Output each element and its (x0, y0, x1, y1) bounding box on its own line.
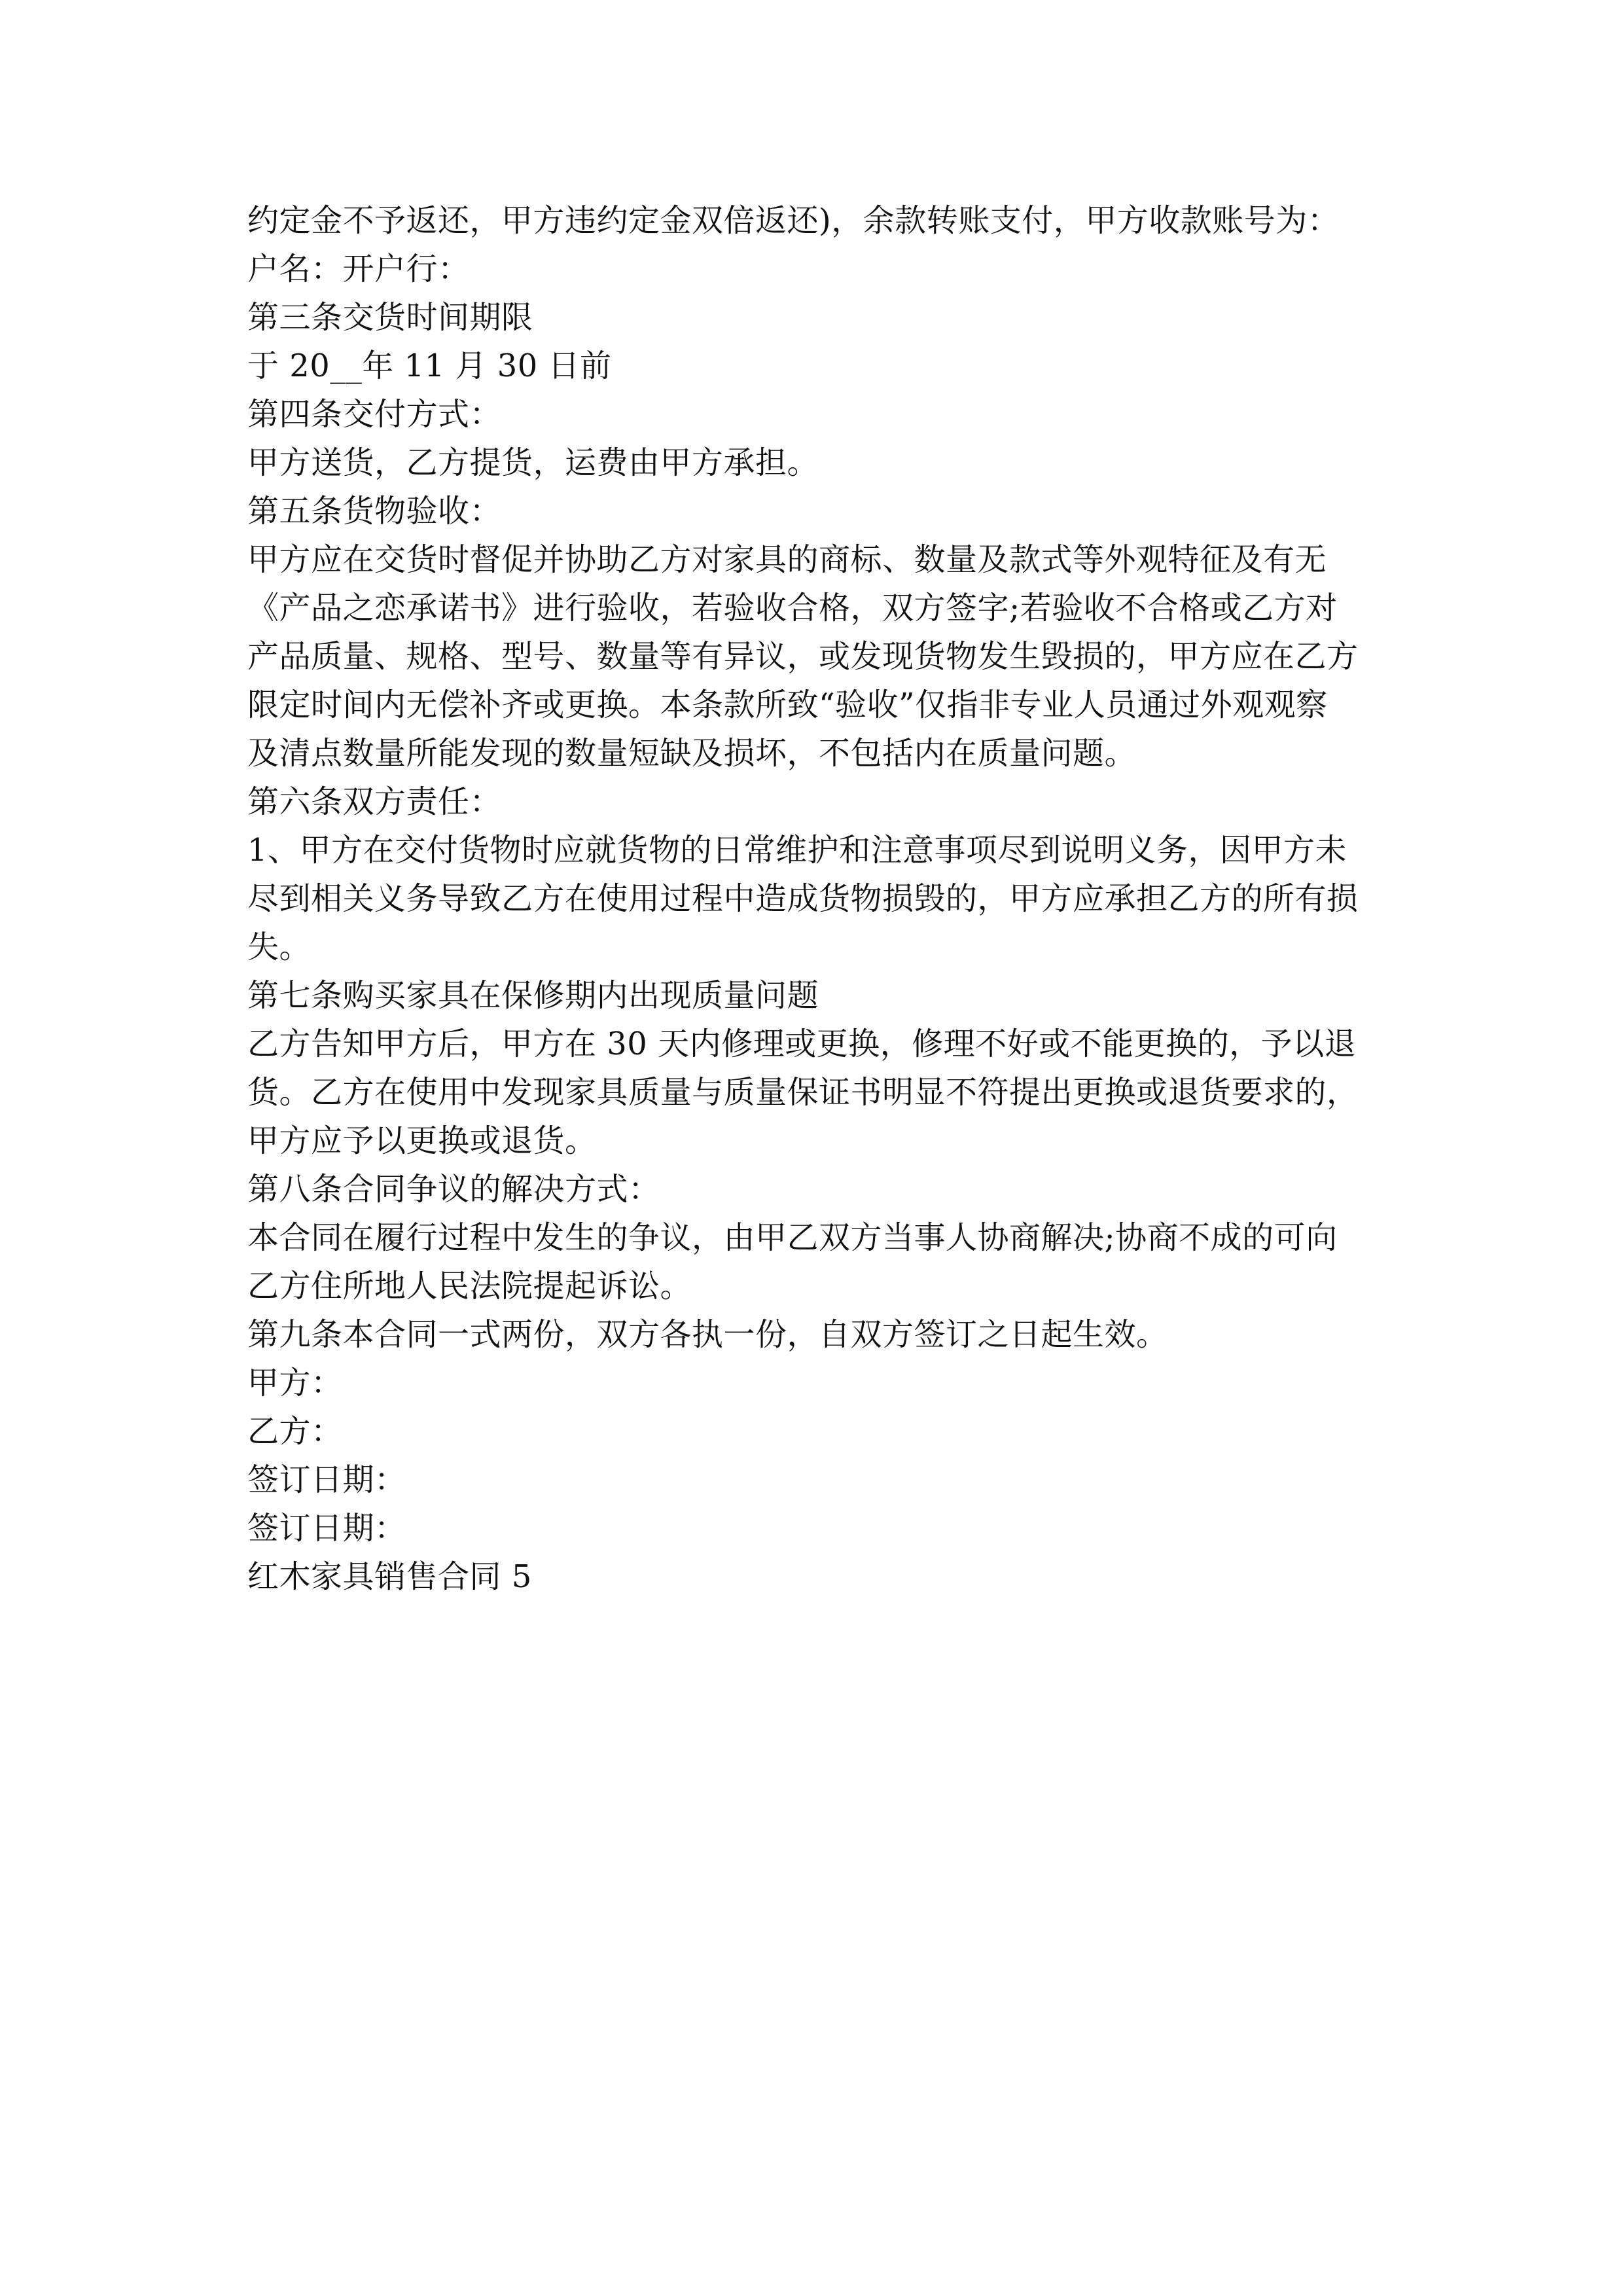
section-heading: 第四条交付方式： (247, 396, 502, 433)
section-heading: 第三条交货时间期限 (247, 299, 533, 336)
contract-body (247, 196, 1399, 1601)
text-line: 《产品之恋承诺书》进行验收，若验收合格，双方签字;若验收不合格或乙方对 (247, 590, 1338, 626)
signing-date-line: 签订日期： (247, 1510, 406, 1547)
text-line: 约定金不予返还，甲方违约定金双倍返还)，余款转账支付，甲方收款账号为： (247, 202, 1340, 239)
text-line: 户名：开户行： (247, 251, 470, 287)
text-line: 于 20__年 11 月 30 日前 (247, 348, 612, 384)
signing-date-line: 签订日期： (247, 1462, 406, 1498)
party-a-signature-line: 甲方： (247, 1365, 343, 1401)
section-heading: 第五条货物验收： (247, 493, 502, 529)
text-line: 本合同在履行过程中发生的争议，由甲乙双方当事人协商解决;协商不成的可向 (247, 1219, 1338, 1256)
text-line: 甲方应予以更换或退货。 (247, 1122, 597, 1159)
section-heading: 第八条合同争议的解决方式： (247, 1171, 660, 1208)
text-line: 失。 (247, 929, 312, 965)
section-heading: 第六条双方责任： (247, 783, 502, 820)
text-line: 乙方住所地人民法院提起诉讼。 (247, 1268, 692, 1304)
text-line: 产品质量、规格、型号、数量等有异议，或发现货物发生毁损的，甲方应在乙方 (247, 638, 1359, 675)
party-b-signature-line: 乙方： (247, 1413, 343, 1450)
text-line: 尽到相关义务导致乙方在使用过程中造成货物损毁的，甲方应承担乙方的所有损 (247, 880, 1359, 917)
text-line: 及清点数量所能发现的数量短缺及损坏，不包括内在质量问题。 (247, 735, 1137, 772)
text-line: 乙方告知甲方后，甲方在 30 天内修理或更换，修理不好或不能更换的，予以退 (247, 1026, 1357, 1062)
text-line: 甲方应在交货时督促并协助乙方对家具的商标、数量及款式等外观特征及有无 (247, 541, 1327, 578)
contract-title: 红木家具销售合同 5 (247, 1558, 532, 1595)
section-heading: 第七条购买家具在保修期内出现质量问题 (247, 977, 819, 1014)
text-line: 限定时间内无偿补齐或更换。本条款所致“验收”仅指非专业人员通过外观观察 (247, 687, 1328, 723)
text-line: 甲方送货，乙方提货，运费由甲方承担。 (247, 444, 819, 481)
section-heading: 第九条本合同一式两份，双方各执一份，自双方签订之日起生效。 (247, 1316, 1168, 1353)
text-line: 货。乙方在使用中发现家具质量与质量保证书明显不符提出更换或退货要求的， (247, 1074, 1359, 1111)
text-line: 1、甲方在交付货物时应就货物的日常维护和注意事项尽到说明义务，因甲方未 (247, 832, 1347, 869)
